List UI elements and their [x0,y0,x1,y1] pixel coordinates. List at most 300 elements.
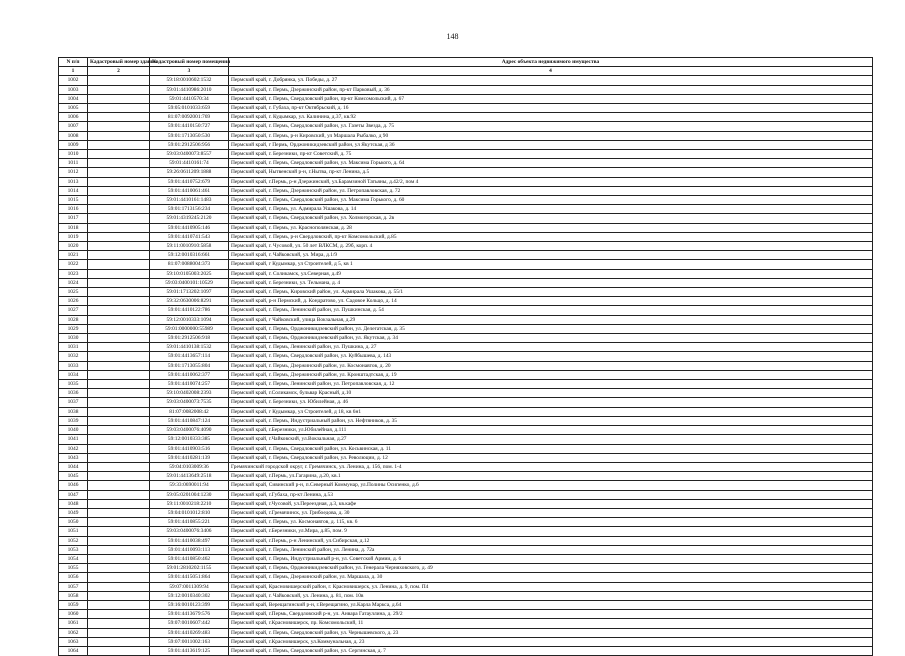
building-cadastral-cell [88,186,150,195]
building-cadastral-cell [88,416,150,425]
address-cell: Пермский край, г. Пермь, Свердловский район, пр-кт Комсомольский, д. 67 [229,94,873,103]
premises-cadastral-cell: 59:01:1713055:804 [150,361,229,370]
row-number-cell: 1058 [59,591,88,600]
table-row [59,582,873,591]
row-number-cell: 1046 [59,481,88,490]
premises-cadastral-cell: 59:12:0010333:385 [150,435,229,444]
row-number-cell: 1057 [59,582,88,591]
row-number-cell: 1019 [59,232,88,241]
table-row [59,527,873,536]
premises-cadastral-cell: 59:07:0010607:442 [150,619,229,628]
premises-cadastral-cell: 81:07:0088004:373 [150,260,229,269]
address-cell: Пермский край, г. Березники, пр-кт Советский, д. 75 [229,150,873,159]
address-cell: Пермский край, г.Березники, ул.Мира, д.85, пом. 9 [229,527,873,536]
premises-cadastral-cell: 59:01:4413679:576 [150,610,229,619]
premises-cadastral-cell: 59:12:0010340:302 [150,591,229,600]
row-number-cell: 1018 [59,223,88,232]
table-row [59,251,873,260]
row-number-cell: 1009 [59,140,88,149]
header-index-3: 3 [150,67,229,76]
premises-cadastral-cell: 59:01:4410161:74 [150,159,229,168]
address-cell: Пермский край, р-н Пермский, д. Кондратово, ул. Садовое Кольцо, д. 14 [229,297,873,306]
premises-cadastral-cell: 59:04:0101012:810 [150,508,229,517]
table-row [59,223,873,232]
address-cell: Пермский край, г.Пермь, р-н Дзержинский, ул.Барамзиной Татьяны, д.42/2, пом 4 [229,177,873,186]
premises-cadastral-cell: 59:01:4410741:543 [150,232,229,241]
row-number-cell: 1029 [59,324,88,333]
premises-cadastral-cell: 59:03:0400076:4090 [150,426,229,435]
premises-cadastral-cell: 59:32:0630006:8291 [150,297,229,306]
row-number-cell: 1005 [59,103,88,112]
building-cadastral-cell [88,472,150,481]
premises-cadastral-cell: 59:01:4415051:864 [150,573,229,582]
table-row [59,242,873,251]
address-cell: Пермский край, г. Пермь, Свердловский район, ул. Максима Горького, д. 60 [229,196,873,205]
building-cadastral-cell [88,407,150,416]
address-cell: Пермский край, г. Пермь, Кировский район, ул. Адмирала Ушакова, д. 55/1 [229,288,873,297]
table-row [59,122,873,131]
address-cell: Пермский край, г. Кудымкар, ул. Калинина, д.37, кв.92 [229,113,873,122]
premises-cadastral-cell: 59:18:0010602:1532 [150,76,229,85]
building-cadastral-cell [88,232,150,241]
header-premises-cadastral: Кадастровый номер помещения [150,58,229,67]
row-number-cell: 1045 [59,472,88,481]
property-register-table [58,57,873,656]
row-number-cell: 1033 [59,361,88,370]
table-row [59,297,873,306]
table-row [59,140,873,149]
table-row [59,426,873,435]
row-number-cell: 1039 [59,416,88,425]
header-building-cadastral: Кадастровый номер здания [88,58,150,67]
premises-cadastral-cell: 59:11:0010910:5858 [150,242,229,251]
address-cell: Пермский край, г. Березники, ул. Юбилейная, д. 46 [229,398,873,407]
row-number-cell: 1060 [59,610,88,619]
premises-cadastral-cell: 59:01:4413657:114 [150,352,229,361]
table-row [59,646,873,655]
row-number-cell: 1052 [59,536,88,545]
table-row [59,435,873,444]
building-cadastral-cell [88,103,150,112]
address-cell: Пермский край, г. Пермь, Дзержинский район, ул. Кронштадтская, д. 19 [229,370,873,379]
row-number-cell: 1053 [59,545,88,554]
building-cadastral-cell [88,324,150,333]
row-number-cell: 1051 [59,527,88,536]
building-cadastral-cell [88,242,150,251]
premises-cadastral-cell: 59:01:4410062:377 [150,370,229,379]
address-cell: Пермский край, г. Пермь, Дзержинский район, ул. Космонавтов, д. 20 [229,361,873,370]
table-row [59,168,873,177]
table-row [59,315,873,324]
building-cadastral-cell [88,389,150,398]
building-cadastral-cell [88,334,150,343]
table-row [59,361,873,370]
row-number-cell: 1008 [59,131,88,140]
premises-cadastral-cell: 59:01:4410061:461 [150,186,229,195]
building-cadastral-cell [88,196,150,205]
address-cell: Пермский край, г.Гремячинск, ул. Грибоедова, д. 30 [229,508,873,517]
building-cadastral-cell [88,94,150,103]
row-number-cell: 1010 [59,150,88,159]
row-number-cell: 1042 [59,444,88,453]
table-row [59,278,873,287]
building-cadastral-cell [88,453,150,462]
row-number-cell: 1034 [59,370,88,379]
address-cell: Пермский край, Нытвенский р-н, г.Нытва, пр-кт Ленина, д.5 [229,168,873,177]
row-number-cell: 1064 [59,646,88,655]
table-row [59,288,873,297]
address-cell: Пермский край, г Чайковский, улица Вокзальная, д.29 [229,315,873,324]
row-number-cell: 1055 [59,564,88,573]
premises-cadastral-cell: 59:01:1713156:234 [150,205,229,214]
address-cell: Пермский край, г. Пермь, Ленинский район, ул. Пушкина, д. 27 [229,343,873,352]
address-cell: Пермский край, г.Красновишерск, пр. Комсомольский, 11 [229,619,873,628]
table-row [59,214,873,223]
address-cell: Пермский край, г. Чусовой, ул. 50 лет ВЛКСМ, д. 29б, корп. 4 [229,242,873,251]
address-cell: Пермский край, г. Пермь, Орджоникидзевский район, ул. Якутская, д. 34 [229,334,873,343]
premises-cadastral-cell: 59:01:1713050:530 [150,131,229,140]
premises-cadastral-cell: 59:07:0011002:163 [150,637,229,646]
building-cadastral-cell [88,140,150,149]
premises-cadastral-cell: 59:01:2810202:1155 [150,564,229,573]
table-row [59,499,873,508]
building-cadastral-cell [88,600,150,609]
premises-cadastral-cell: 59:01:2912506:956 [150,140,229,149]
row-number-cell: 1038 [59,407,88,416]
premises-cadastral-cell: 59:03:0400076:3406 [150,527,229,536]
address-cell: Пермский край, г.Пермь, р-н Ленинский, ул.Сибирская, д.12 [229,536,873,545]
premises-cadastral-cell: 59:01:4410074:257 [150,380,229,389]
table-row [59,481,873,490]
premises-cadastral-cell: 81:07:0082008:42 [150,407,229,416]
table-row [59,591,873,600]
page-number: 148 [446,32,459,41]
table-row [59,186,873,195]
building-cadastral-cell [88,619,150,628]
building-cadastral-cell [88,223,150,232]
table-row [59,389,873,398]
premises-cadastral-cell: 59:12:0010316:661 [150,251,229,260]
address-cell: Пермский край, г. Пермь, Ленинский район, ул. Ленина, д. 72а [229,545,873,554]
table-row [59,94,873,103]
premises-cadastral-cell: 59:01:4410855:221 [150,518,229,527]
address-cell: Пермский край, г. Пермь, Свердловский район, ул. Чернышевского, д. 23 [229,628,873,637]
row-number-cell: 1015 [59,196,88,205]
row-number-cell: 1026 [59,297,88,306]
table-row [59,85,873,94]
address-cell: Пермский край, г. Пермь, Свердловский район, ул. Косьвинская, д. 11 [229,444,873,453]
building-cadastral-cell [88,297,150,306]
building-cadastral-cell [88,582,150,591]
building-cadastral-cell [88,205,150,214]
table-row [59,380,873,389]
header-index-4: 4 [229,67,873,76]
address-cell: Пермский край, г.Березники, ул.Юбилейная, д.111 [229,426,873,435]
building-cadastral-cell [88,159,150,168]
address-cell: Пермский край, г.Соликамск, бульвар Красный, д.10 [229,389,873,398]
address-cell: Пермский край, Красновишерский район, г. Красновишерск, ул. Ленина, д. 9, пом. П4 [229,582,873,591]
premises-cadastral-cell: 59:01:4410122:786 [150,306,229,315]
building-cadastral-cell [88,518,150,527]
table-row [59,453,873,462]
address-cell: Пермский край, г. Березники, ул. Тельмана, д. 4 [229,278,873,287]
premises-cadastral-cell: 59:03:0400073:7535 [150,398,229,407]
header-index-1: 1 [59,67,88,76]
table-row [59,205,873,214]
row-number-cell: 1054 [59,554,88,563]
row-number-cell: 1021 [59,251,88,260]
building-cadastral-cell [88,352,150,361]
table-header-row [59,58,873,67]
premises-cadastral-cell: 59:01:4413619:125 [150,646,229,655]
table-row [59,545,873,554]
address-cell: Пермский край, г.Губаха, пр-кт Ленина, д.53 [229,490,873,499]
premises-cadastral-cell: 59:03:0400101:10529 [150,278,229,287]
premises-cadastral-cell: 59:01:4410138:1532 [150,343,229,352]
row-number-cell: 1040 [59,426,88,435]
address-cell: Пермский край, г. Пермь, ул. Космонавтов, д. 115, кв. 6 [229,518,873,527]
row-number-cell: 1017 [59,214,88,223]
premises-cadastral-cell: 59:01:2912506:918 [150,334,229,343]
building-cadastral-cell [88,426,150,435]
address-cell: Пермский край, г Кудымкар, ул Строителей, д 5, кв 1 [229,260,873,269]
address-cell: Пермский край, г. Пермь, Ленинский район, ул. Пушкинская, д. 54 [229,306,873,315]
row-number-cell: 1061 [59,619,88,628]
building-cadastral-cell [88,536,150,545]
premises-cadastral-cell: 59:05:0101033:659 [150,103,229,112]
row-number-cell: 1041 [59,435,88,444]
premises-cadastral-cell: 59:01:4410269:483 [150,628,229,637]
row-number-cell: 1059 [59,600,88,609]
building-cadastral-cell [88,361,150,370]
table-row [59,232,873,241]
premises-cadastral-cell: 59:01:4410752:679 [150,177,229,186]
premises-cadastral-cell: 59:03:0400073:8557 [150,150,229,159]
row-number-cell: 1014 [59,186,88,195]
premises-cadastral-cell: 59:01:4410093:113 [150,545,229,554]
address-cell: Пермский край, г.Чусовой, ул.Переездная, д.3, кв.кафе [229,499,873,508]
premises-cadastral-cell: 59:26:0611209:1888 [150,168,229,177]
premises-cadastral-cell: 59:11:0010218:2210 [150,499,229,508]
building-cadastral-cell [88,398,150,407]
row-number-cell: 1030 [59,334,88,343]
premises-cadastral-cell: 59:01:4410570:34 [150,94,229,103]
building-cadastral-cell [88,444,150,453]
address-cell: Пермский край, г. Пермь, р-н Свердловский, пр-кт Комсомольский, д.85 [229,232,873,241]
row-number-cell: 1049 [59,508,88,517]
address-cell: Пермский край, г. Пермь, Свердловский район, ул. Максима Горького, д. 64 [229,159,873,168]
building-cadastral-cell [88,122,150,131]
row-number-cell: 1037 [59,398,88,407]
premises-cadastral-cell: 59:01:4410150:727 [150,122,229,131]
row-number-cell: 1022 [59,260,88,269]
table-row [59,334,873,343]
row-number-cell: 1031 [59,343,88,352]
address-cell: Пермский край, г. Губаха, пр-кт Октябрьский, д. 16 [229,103,873,112]
row-number-cell: 1050 [59,518,88,527]
building-cadastral-cell [88,508,150,517]
building-cadastral-cell [88,545,150,554]
building-cadastral-cell [88,260,150,269]
row-number-cell: 1023 [59,269,88,278]
row-number-cell: 1035 [59,380,88,389]
premises-cadastral-cell: 59:01:4319245:2120 [150,214,229,223]
row-number-cell: 1056 [59,573,88,582]
building-cadastral-cell [88,462,150,471]
address-cell: Пермский край, г. Пермь, ул. Адмирала Ушакова, д. 14 [229,205,873,214]
building-cadastral-cell [88,131,150,140]
premises-cadastral-cell: 59:01:4410986:2010 [150,85,229,94]
row-number-cell: 1007 [59,122,88,131]
table-row [59,554,873,563]
building-cadastral-cell [88,113,150,122]
row-number-cell: 1012 [59,168,88,177]
table-row [59,343,873,352]
row-number-cell: 1032 [59,352,88,361]
table-row [59,407,873,416]
address-cell: Пермский край, г. Пермь, Свердловский район, ул. Сергинская, д. 7 [229,646,873,655]
row-number-cell: 1024 [59,278,88,287]
table-row [59,76,873,85]
premises-cadastral-cell: 59:10:0402008:2393 [150,389,229,398]
address-cell: Пермский край, г. Пермь, Свердловский район, ул. Куйбышева, д. 143 [229,352,873,361]
premises-cadastral-cell: 59:16:0010123:399 [150,600,229,609]
table-row [59,150,873,159]
table-row [59,462,873,471]
address-cell: Пермский край, г. Пермь, Дзержинский район, ул. Петропавловская, д. 72 [229,186,873,195]
table-row [59,564,873,573]
row-number-cell: 1062 [59,628,88,637]
building-cadastral-cell [88,288,150,297]
row-number-cell: 1002 [59,76,88,85]
address-cell: Пермский край, г. Пермь, Индустриальный р-н, ул. Советской Армии, д. 6 [229,554,873,563]
table-row [59,573,873,582]
table-row [59,490,873,499]
address-cell: Пермский край, г. Пермь, ул. Краснополянская, д. 28 [229,223,873,232]
building-cadastral-cell [88,370,150,379]
table-row [59,472,873,481]
row-number-cell: 1025 [59,288,88,297]
premises-cadastral-cell: 59:01:4410038:497 [150,536,229,545]
address-cell: Пермский край, Верещагинский р-н, г.Верещагино, ул.Карла Маркса, д.64 [229,600,873,609]
building-cadastral-cell [88,150,150,159]
building-cadastral-cell [88,380,150,389]
building-cadastral-cell [88,177,150,186]
table-row [59,610,873,619]
address-cell: Пермский край, г. Соликамск, ул.Северная, д.49 [229,269,873,278]
premises-cadastral-cell: 59:01:4413649:2518 [150,472,229,481]
building-cadastral-cell [88,481,150,490]
row-number-cell: 1003 [59,85,88,94]
table-row [59,619,873,628]
premises-cadastral-cell: 59:12:0010333:1094 [150,315,229,324]
header-num: N п/п [59,58,88,67]
table-row [59,398,873,407]
address-cell: Пермский край, г. Добрянка, ул. Победы, д. 27 [229,76,873,85]
row-number-cell: 1016 [59,205,88,214]
row-number-cell: 1048 [59,499,88,508]
row-number-cell: 1004 [59,94,88,103]
row-number-cell: 1020 [59,242,88,251]
address-cell: Пермский край, Сивинский р-н, п.Северный Коммунар, ул.Полины Осипенко, д.6 [229,481,873,490]
address-cell: Пермский край, г. Пермь, Дзержинский район, пр-кт Парковый, д. 36 [229,85,873,94]
premises-cadastral-cell: 59:01:4410903:516 [150,444,229,453]
address-cell: Пермский край, г. Чайковский, ул. Ленина, д. 81, пом. 10в [229,591,873,600]
table-row [59,600,873,609]
row-number-cell: 1047 [59,490,88,499]
table-row [59,159,873,168]
address-cell: Гремячинский городской округ, г. Гремячинск, ул. Ленина, д. 156, пом. 1-4 [229,462,873,471]
building-cadastral-cell [88,315,150,324]
building-cadastral-cell [88,591,150,600]
building-cadastral-cell [88,646,150,655]
address-cell: Пермский край, г. Чайковский, ул. Мира, д.1/9 [229,251,873,260]
table-row [59,628,873,637]
premises-cadastral-cell: 59:01:4410905:146 [150,223,229,232]
row-number-cell: 1043 [59,453,88,462]
table-row [59,352,873,361]
table-row [59,637,873,646]
header-address: Адрес объекта недвижимого имущества [229,58,873,67]
address-cell: Пермский край, г.Красновишерск, ул.Коммунальная, д. 23 [229,637,873,646]
address-cell: Пермский край, г.Чайковский, ул.Вокзальная, д.27 [229,435,873,444]
building-cadastral-cell [88,168,150,177]
premises-cadastral-cell: 59:01:0000000:55989 [150,324,229,333]
building-cadastral-cell [88,628,150,637]
building-cadastral-cell [88,278,150,287]
row-number-cell: 1044 [59,462,88,471]
premises-cadastral-cell: 59:05:0201004:1230 [150,490,229,499]
row-number-cell: 1013 [59,177,88,186]
building-cadastral-cell [88,554,150,563]
table-row [59,269,873,278]
premises-cadastral-cell: 59:07:0011309:94 [150,582,229,591]
premises-cadastral-cell: 59:01:4410850:462 [150,554,229,563]
address-cell: Пермский край, г. Пермь, Свердловский район, ул. Революции, д. 12 [229,453,873,462]
building-cadastral-cell [88,499,150,508]
address-cell: Пермский край, г. Пермь, р-н Кировский, ул Маршала Рыбалко, д 90 [229,131,873,140]
row-number-cell: 1036 [59,389,88,398]
table-row [59,103,873,112]
table-row [59,324,873,333]
premises-cadastral-cell: 81:07:0092001:769 [150,113,229,122]
address-cell: Пермский край, г. Пермь, Ленинский район, ул. Петропавловская, д. 12 [229,380,873,389]
building-cadastral-cell [88,564,150,573]
address-cell: Пермский край, г. Пермь, Индустриальный район, ул. Нефтяников, д. 35 [229,416,873,425]
address-cell: Пермский край, г. Пермь, Орджоникидзевский район, ул. Делегатская, д. 35 [229,324,873,333]
building-cadastral-cell [88,573,150,582]
building-cadastral-cell [88,306,150,315]
building-cadastral-cell [88,76,150,85]
premises-cadastral-cell: 59:04:0103009:36 [150,462,229,471]
row-number-cell: 1011 [59,159,88,168]
row-number-cell: 1028 [59,315,88,324]
building-cadastral-cell [88,490,150,499]
table-row [59,260,873,269]
table-row [59,196,873,205]
address-cell: Пермский край, г Кудымкар, ул Строителей, д 18, кв 6н1 [229,407,873,416]
premises-cadastral-cell: 59:01:4410161:1483 [150,196,229,205]
building-cadastral-cell [88,85,150,94]
table-row [59,370,873,379]
table-row [59,416,873,425]
premises-cadastral-cell: 59:33:0690011:94 [150,481,229,490]
premises-cadastral-cell: 59:01:4410847:124 [150,416,229,425]
table-row [59,536,873,545]
address-cell: Пермский край, г. Пермь, Дзержинский район, ул. Маршала, д. 30 [229,573,873,582]
table-index-row [59,67,873,76]
address-cell: Пермский край, г. Пермь, Свердловский район, ул. Газеты Звезда, д. 75 [229,122,873,131]
